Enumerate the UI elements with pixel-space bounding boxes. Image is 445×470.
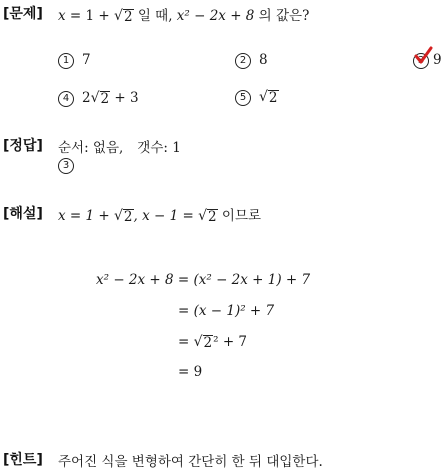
sqrt-symbol: √ 2 <box>198 208 217 225</box>
explanation-step-1: = (x − 1)² + 7 <box>178 303 275 319</box>
explanation-step-0: x² − 2x + 8 = (x² − 2x + 1) + 7 <box>96 272 311 288</box>
answer-tag: [정답] <box>3 138 43 154</box>
sqrt-symbol: √ 2 <box>114 208 133 225</box>
explanation-step-3: = 9 <box>178 364 203 380</box>
choice-2[interactable]: 2 8 <box>235 52 268 69</box>
problem-tag: [문제] <box>3 6 43 22</box>
choice-3[interactable]: 3 9 <box>413 52 442 69</box>
explanation-line1: x = 1 + √ 2 , x − 1 = √ 2 이므로 <box>58 208 262 225</box>
checkmark-icon <box>413 46 433 66</box>
answer-number: 3 <box>58 158 82 174</box>
sqrt-symbol: √ 2 <box>259 89 278 106</box>
sqrt-symbol: √ 2 <box>114 8 133 25</box>
sqrt-symbol: √ 2 <box>193 334 213 351</box>
sqrt-symbol: √ 2 <box>90 90 110 107</box>
hint-text: 주어진 식을 변형하여 간단히 한 뒤 대입한다. <box>58 454 323 470</box>
explanation-tag: [해설] <box>3 206 43 222</box>
answer-meta: 순서: 없음, 갯수: 1 <box>58 140 181 156</box>
choice-4[interactable]: 4 2 √ 2 + 3 <box>58 90 139 107</box>
hint-tag: [힌트] <box>3 452 43 468</box>
choice-5[interactable]: 5 √ 2 <box>235 90 279 106</box>
choice-1[interactable]: 1 7 <box>58 52 91 69</box>
explanation-step-2: = √ 2 ² + 7 <box>178 334 248 351</box>
problem-question: x = 1 + √ 2 일 때, x² − 2x + 8 의 값은? <box>58 8 310 25</box>
